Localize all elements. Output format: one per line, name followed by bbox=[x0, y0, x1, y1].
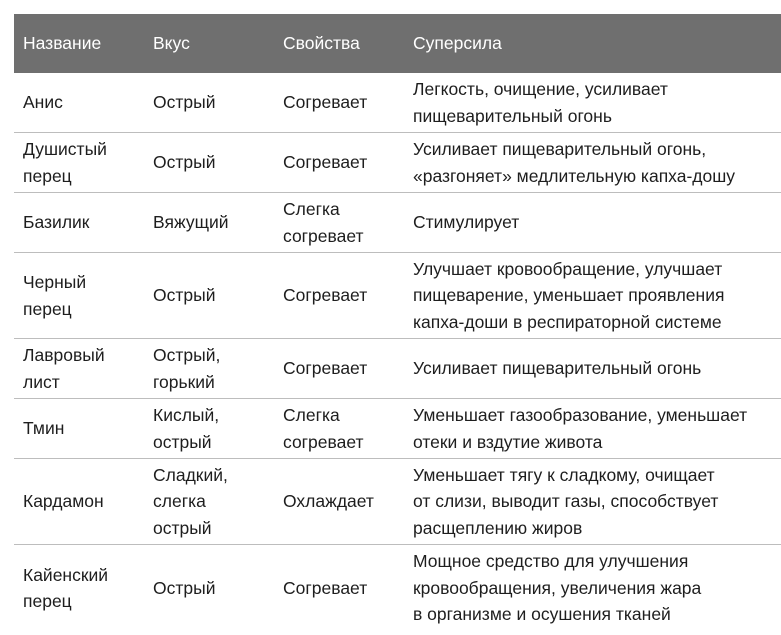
header-name: Название bbox=[23, 32, 102, 53]
cell-superpower: Усиливает пищеварительный огонь bbox=[413, 358, 702, 379]
cell-name: Анис bbox=[23, 92, 63, 113]
table-row bbox=[14, 73, 781, 133]
table-header bbox=[14, 14, 781, 73]
cell-property: Слегка согревает bbox=[283, 199, 364, 246]
cell-superpower: Уменьшает тягу к сладкому, очищает от слизи, выводит газы, способствует расщеплению жиров bbox=[413, 464, 719, 538]
cell-superpower: Уменьшает газообразование, уменьшает отеки и вздутие живота bbox=[413, 405, 748, 452]
table-row bbox=[14, 253, 781, 339]
table-row bbox=[14, 133, 781, 193]
cell-superpower: Усиливает пищеварительный огонь, «разгоняет» медлительную капха-дошу bbox=[413, 139, 736, 186]
cell-taste: Острый bbox=[153, 285, 216, 306]
table-row bbox=[14, 193, 781, 253]
cell-property: Согревает bbox=[283, 577, 368, 598]
table-row bbox=[14, 339, 781, 399]
cell-property: Слегка согревает bbox=[283, 405, 364, 452]
cell-property: Согревает bbox=[283, 92, 368, 113]
cell-name: Базилик bbox=[23, 212, 90, 233]
cell-name: Кайенский перец bbox=[23, 564, 109, 611]
cell-name: Черный перец bbox=[23, 272, 87, 319]
cell-name: Кардамон bbox=[23, 491, 104, 512]
cell-taste: Кислый, острый bbox=[153, 405, 220, 452]
cell-property: Согревает bbox=[283, 152, 368, 173]
cell-name: Лавровый лист bbox=[23, 345, 105, 392]
header-property: Свойства bbox=[283, 32, 360, 53]
cell-name: Душистый перец bbox=[23, 139, 107, 186]
cell-superpower: Улучшает кровообращение, улучшает пищеварение, уменьшает проявления капха-доши в респираторной системе bbox=[413, 258, 725, 332]
cell-property: Согревает bbox=[283, 285, 368, 306]
cell-taste: Острый bbox=[153, 152, 216, 173]
header-taste: Вкус bbox=[153, 32, 190, 53]
table-row bbox=[14, 399, 781, 459]
cell-property: Охлаждает bbox=[283, 491, 374, 512]
cell-taste: Вяжущий bbox=[153, 212, 229, 233]
table-row bbox=[14, 459, 781, 545]
cell-superpower: Стимулирует bbox=[413, 212, 520, 233]
cell-superpower: Мощное средство для улучшения кровообращения, увеличения жара в организме и осушения тканей bbox=[413, 551, 702, 625]
header-superpower: Суперсила bbox=[413, 32, 502, 53]
cell-taste: Острый bbox=[153, 92, 216, 113]
cell-taste: Острый, горький bbox=[153, 345, 221, 392]
spices-table bbox=[14, 14, 781, 631]
cell-property: Согревает bbox=[283, 358, 368, 379]
table-row bbox=[14, 545, 781, 631]
table-body bbox=[14, 73, 781, 631]
cell-taste: Сладкий, слегка острый bbox=[153, 464, 228, 538]
cell-name: Тмин bbox=[23, 418, 65, 439]
cell-superpower: Легкость, очищение, усиливает пищеварительный огонь bbox=[413, 79, 668, 126]
cell-taste: Острый bbox=[153, 577, 216, 598]
